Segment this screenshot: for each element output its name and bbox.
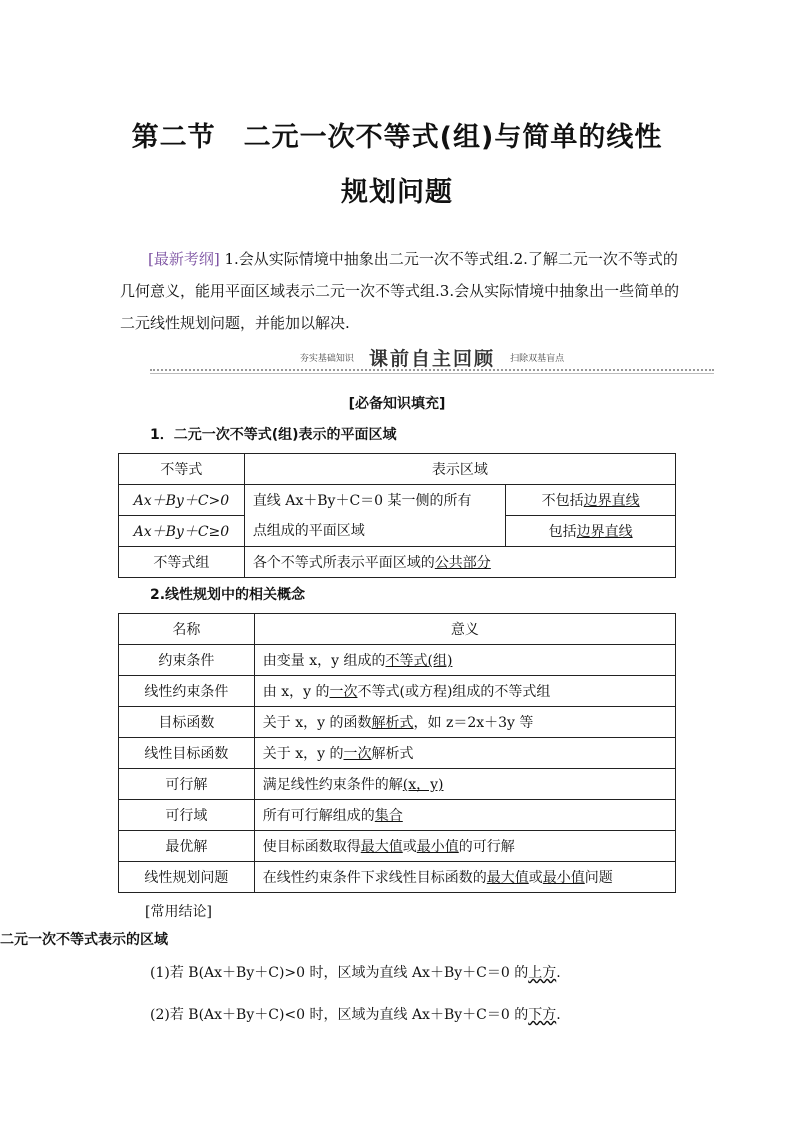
conclusion-tag: [常用结论] [145,904,212,920]
table-row [119,485,676,516]
banner-right: 扫除双基盲点 [510,354,565,364]
concept-meaning [254,676,675,707]
table-row [119,707,676,738]
meaning-blank: 集合 [374,808,403,824]
meaning-text: 在线性约束条件下求线性目标函数的 [262,870,487,886]
box-heading: [必备知识填充] [348,396,446,412]
item2-text: (2)若 B(Ax＋By＋C)<0 时，区域为直线 Ax＋By＋C＝0 的 [150,1007,529,1023]
concept-meaning [254,738,675,769]
meaning-text: 的可行解 [458,839,515,855]
boundary-note [506,485,676,516]
concept-name: 线性目标函数 [119,738,255,769]
meaning-text: 满足线性约束条件的解 [262,777,403,793]
page-title-line2: 规划问题 [341,177,453,208]
banner-dotted-rule [150,369,714,371]
note-blank: 边界直线 [583,493,640,509]
row3-prefix: 各个不等式所表示平面区域的 [252,555,435,571]
section-banner [150,344,714,374]
region-table [118,453,676,578]
item1-blank: 上方 [528,965,557,981]
concept-meaning [254,707,675,738]
region-description [244,547,675,578]
region-desc-line2: 点组成的平面区域 [252,522,365,539]
section2-title: 2.线性规划中的相关概念 [150,587,306,603]
meaning-text: 由变量 x，y 组成的 [262,653,386,669]
page-title-line1: 第二节 二元一次不等式(组)与简单的线性 [131,122,663,153]
note-prefix: 不包括 [541,493,584,509]
meaning-text: 使目标函数取得 [262,839,361,855]
concept-meaning [254,645,675,676]
meaning-blank: 最大值 [486,870,529,886]
meaning-blank: 不等式(组) [385,653,453,669]
banner-solid-rule [150,373,714,374]
inequality-cell: 不等式组 [119,547,245,578]
boundary-note [506,516,676,547]
concept-name: 约束条件 [119,645,255,676]
banner-left: 夯实基础知识 [299,354,354,364]
syllabus-text: 1.会从实际情境中抽象出二元一次不等式组.2.了解二元一次不等式的几何意义，能用平面区域表示二元一次不等式组.3.会从实际情境中抽象出一些简单的二元线性规划问题，并能加以解决. [120,250,680,332]
table-row [119,454,676,485]
concept-name: 最优解 [119,831,255,862]
meaning-text: 不等式(或方程)组成的不等式组 [357,684,551,700]
table-header: 意义 [254,614,675,645]
inequality-cell: Ax＋By＋C>0 [119,485,245,516]
table-row [119,769,676,800]
meaning-blank: 一次 [329,684,358,700]
meaning-text: 由 x，y 的 [262,684,330,700]
item2-blank: 下方 [528,1007,557,1023]
concepts-table [118,613,676,893]
meaning-blank: 最小值 [542,870,585,886]
meaning-text: ，如 z＝2x＋3y 等 [413,715,534,731]
table-header: 名称 [119,614,255,645]
note-blank: 边界直线 [576,524,633,540]
concept-name: 可行解 [119,769,255,800]
table-row [119,831,676,862]
table-row [119,547,676,578]
item1-end: . [556,965,561,981]
meaning-text: 所有可行解组成的 [262,808,375,824]
concept-meaning [254,800,675,831]
meaning-text: 问题 [584,870,613,886]
region-description [244,485,505,547]
syllabus-paragraph [120,243,680,339]
concept-meaning [254,831,675,862]
table-header: 表示区域 [244,454,675,485]
concept-name: 线性约束条件 [119,676,255,707]
row3-blank: 公共部分 [434,555,491,571]
table-row [119,676,676,707]
meaning-blank: 一次 [343,746,372,762]
section1-title: 1．二元一次不等式(组)表示的平面区域 [150,427,397,443]
meaning-blank: 最小值 [416,839,459,855]
concept-name: 线性规划问题 [119,862,255,893]
meaning-text: 关于 x，y 的 [262,746,344,762]
conclusion-item-2 [150,1004,561,1024]
meaning-text: 解析式 [371,746,414,762]
concept-name: 目标函数 [119,707,255,738]
item1-text: (1)若 B(Ax＋By＋C)>0 时，区域为直线 Ax＋By＋C＝0 的 [150,965,529,981]
table-row [119,645,676,676]
table-row [119,614,676,645]
table-row [119,738,676,769]
table-row [119,800,676,831]
banner-center: 课前自主回顾 [368,348,495,370]
meaning-blank: (x，y) [402,777,444,793]
meaning-text: 关于 x，y 的函数 [262,715,372,731]
table-row [119,862,676,893]
table-header: 不等式 [119,454,245,485]
concept-name: 可行域 [119,800,255,831]
meaning-text: 或 [402,839,417,855]
concept-meaning [254,862,675,893]
syllabus-tag: [最新考纲] [148,250,220,268]
inequality-cell: Ax＋By＋C≥0 [119,516,245,547]
meaning-blank: 最大值 [360,839,403,855]
meaning-text: 或 [528,870,543,886]
note-prefix: 包括 [548,524,577,540]
concept-meaning [254,769,675,800]
conclusion-heading: 二元一次不等式表示的区域 [0,932,168,948]
meaning-blank: 解析式 [371,715,414,731]
item2-end: . [556,1007,561,1023]
region-desc-line1: 直线 Ax＋By＋C＝0 某一侧的所有 [252,492,472,509]
conclusion-item-1 [150,962,561,982]
